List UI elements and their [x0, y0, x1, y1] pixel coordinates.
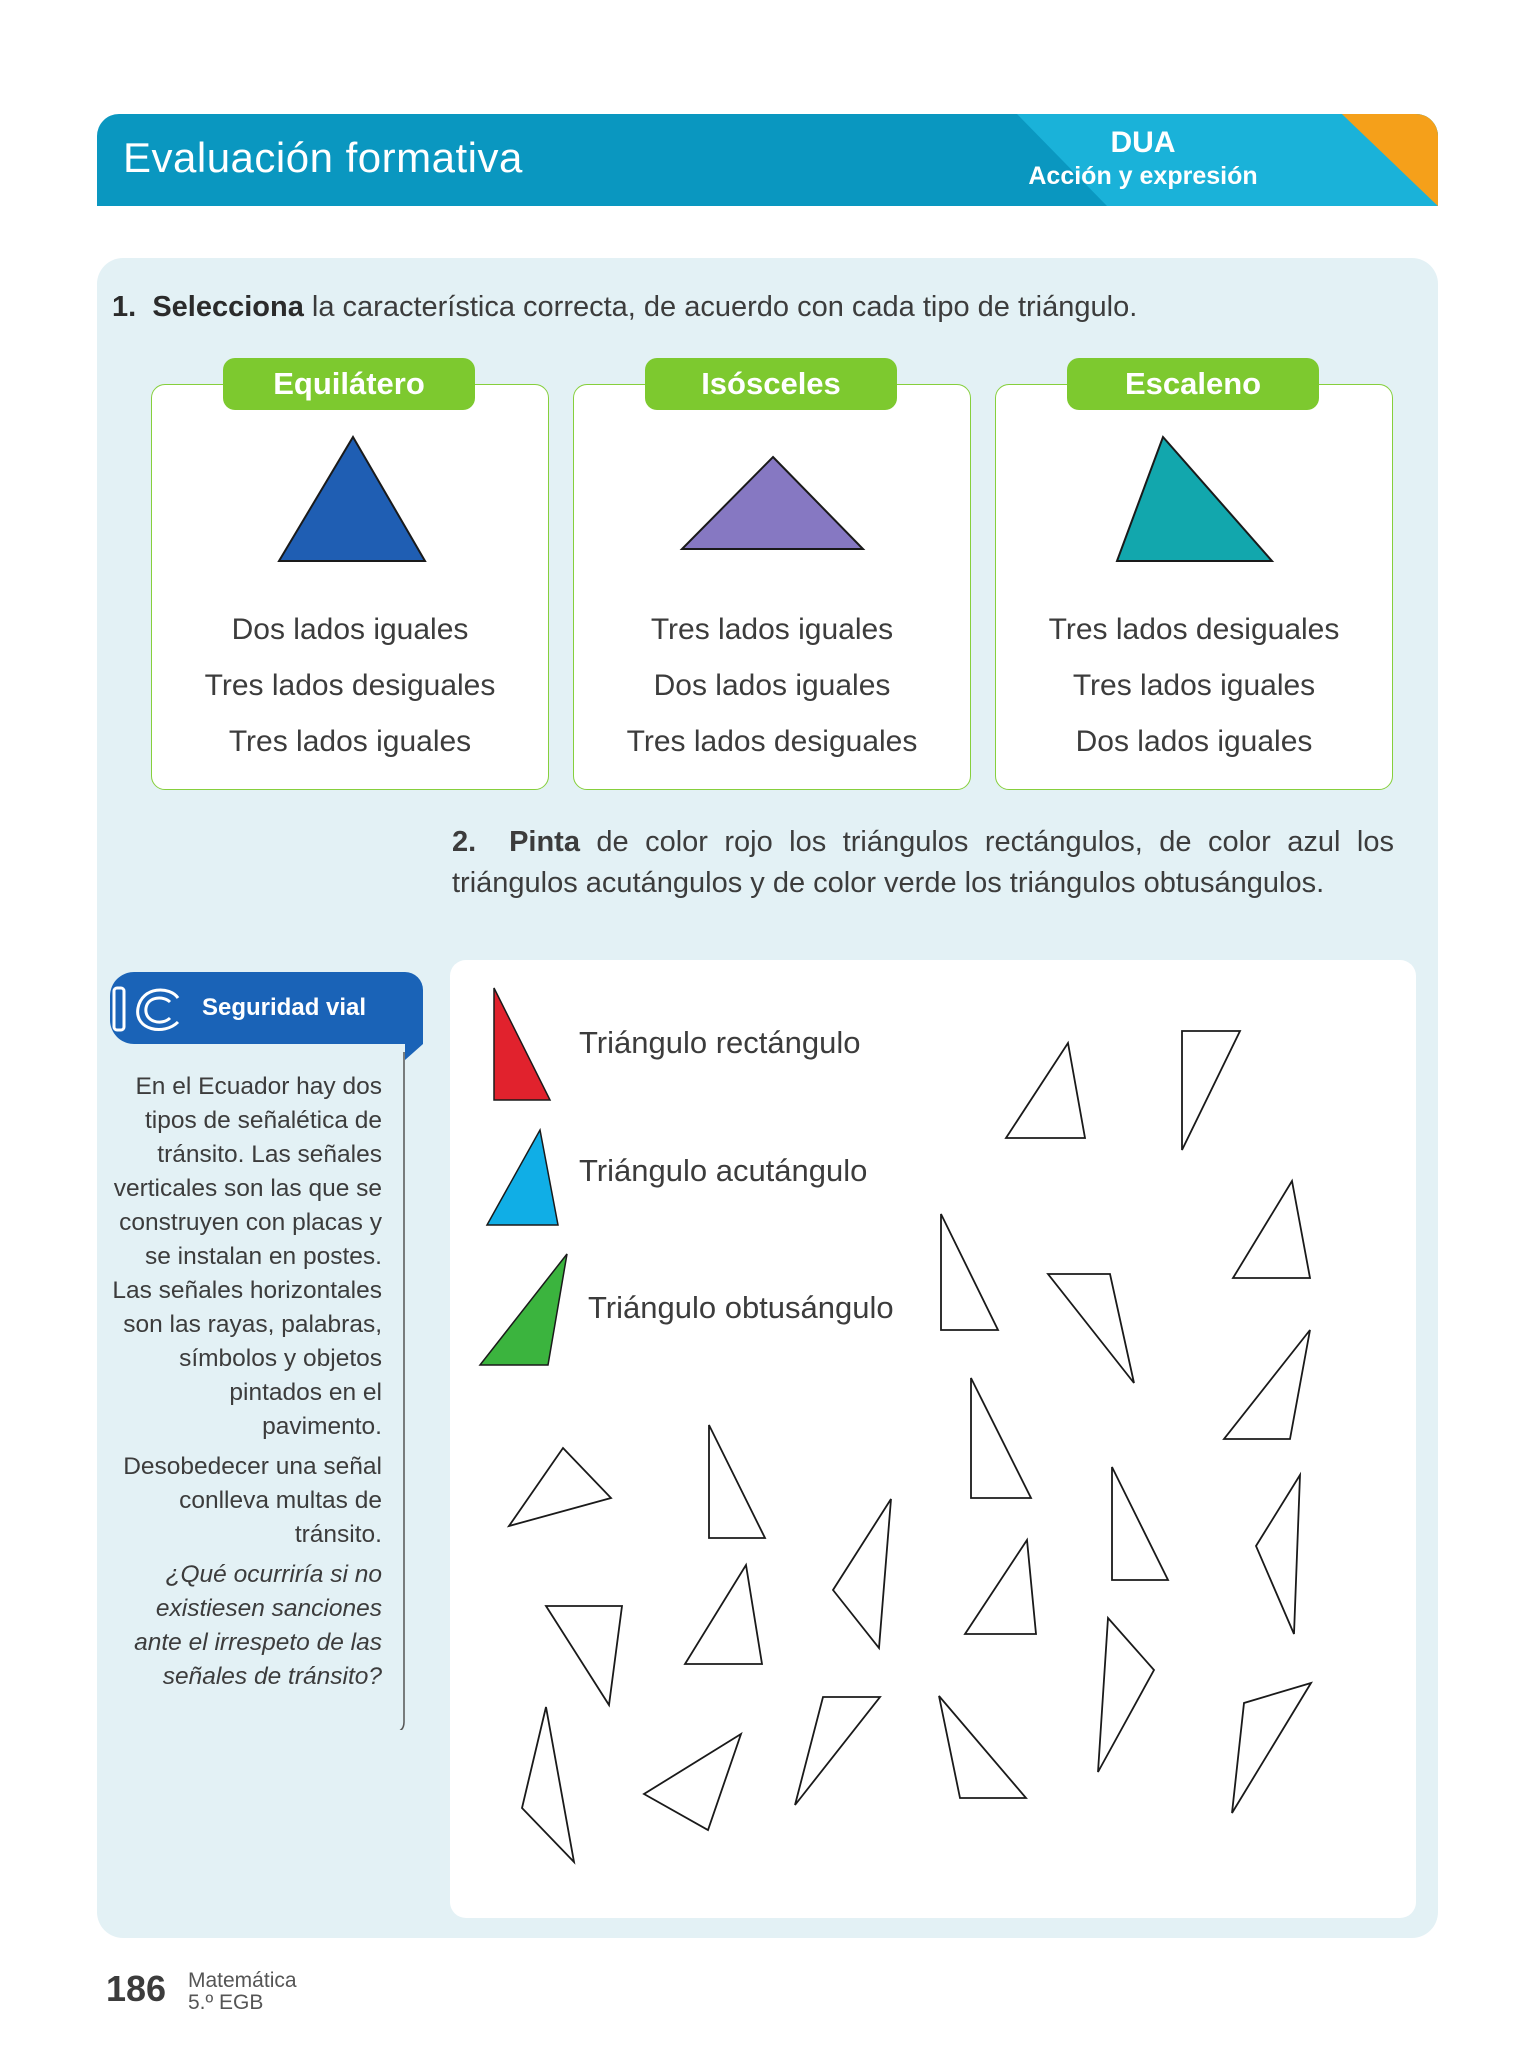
- outline-triangle: [941, 1214, 998, 1330]
- outline-triangle: [939, 1696, 1026, 1798]
- outline-triangle: [833, 1499, 891, 1648]
- outline-triangle: [1048, 1274, 1134, 1383]
- legend-right-triangle-icon: [494, 988, 550, 1100]
- outline-triangle: [1256, 1475, 1300, 1634]
- seguridad-vial-body: [104, 1070, 382, 1700]
- tag-escaleno: Escaleno: [1067, 358, 1319, 410]
- option-isosceles-3[interactable]: Tres lados desiguales: [626, 725, 918, 758]
- dua-subtitle: Acción y expresión: [1028, 162, 1258, 190]
- outline-triangle: [644, 1734, 741, 1830]
- question-2-text: de color rojo los triángulos rectángulos, de color azul los triángulos acutángulos y de color verde los triángulos obtusángulos.: [452, 826, 1394, 899]
- legend-label-obtusangulo: Triángulo obtusángulo: [588, 1290, 894, 1325]
- seguridad-vial-paragraph-1: En el Ecuador hay dos tipos de señalética de tránsito. Las señales verticales son las que se construyen con placas y se instalan en postes. Las señales horizontales son las rayas, palabras, símbolos y objetos pintados en el pavimento.: [112, 1073, 382, 1440]
- dua-title: DUA: [1110, 126, 1176, 159]
- option-equilatero-3[interactable]: Tres lados iguales: [228, 725, 472, 758]
- outline-triangle: [1006, 1043, 1085, 1138]
- question-2-number: 2.: [452, 826, 477, 858]
- outline-triangle: [1098, 1618, 1154, 1772]
- legend-acute-triangle-icon: [487, 1130, 558, 1225]
- outline-triangle: [522, 1707, 574, 1862]
- tag-isosceles: Isósceles: [645, 358, 897, 410]
- tag-equilatero: Equilátero: [223, 358, 475, 410]
- question-2-verb: Pinta: [509, 826, 580, 858]
- question-1-number: 1.: [112, 291, 137, 323]
- option-equilatero-2[interactable]: Tres lados desiguales: [204, 669, 496, 702]
- legend-obtuse-triangle-icon: [480, 1254, 567, 1365]
- question-1-verb: Selecciona: [152, 291, 304, 323]
- legend-label-acutangulo: Triángulo acutángulo: [579, 1153, 868, 1188]
- outline-triangle: [795, 1697, 880, 1805]
- option-equilatero-1[interactable]: Dos lados iguales: [231, 613, 469, 646]
- option-isosceles-2[interactable]: Dos lados iguales: [653, 669, 891, 702]
- seguridad-vial-question: ¿Qué ocurriría si no existiesen sanciones ante el irrespeto de las señales de tránsito?: [134, 1561, 382, 1690]
- outline-triangle: [1112, 1467, 1168, 1580]
- seguridad-vial-title: Seguridad vial: [202, 994, 367, 1021]
- page-number: 186: [106, 1968, 167, 2009]
- option-escaleno-3[interactable]: Dos lados iguales: [1075, 725, 1313, 758]
- outline-triangle: [1233, 1181, 1310, 1278]
- option-escaleno-2[interactable]: Tres lados iguales: [1072, 669, 1316, 702]
- footer-grade: 5.º EGB: [188, 1991, 264, 2014]
- outline-triangle: [1182, 1031, 1240, 1150]
- footer-subject-name: Matemática: [188, 1969, 297, 1992]
- outline-triangle: [971, 1378, 1031, 1498]
- footer-subject: [188, 1970, 297, 2014]
- outline-triangle: [965, 1540, 1036, 1634]
- outline-triangle: [685, 1565, 762, 1664]
- outline-triangle: [546, 1606, 622, 1705]
- outline-triangle: [709, 1425, 765, 1538]
- seguridad-vial-paragraph-2: Desobedecer una señal conlleva multas de tránsito.: [123, 1453, 382, 1548]
- outline-triangle: [1224, 1330, 1310, 1439]
- ic-badge-icon: [114, 988, 178, 1030]
- option-escaleno-1[interactable]: Tres lados desiguales: [1048, 613, 1340, 646]
- page-title: Evaluación formativa: [123, 134, 523, 181]
- legend-label-rectangulo: Triángulo rectángulo: [579, 1025, 861, 1060]
- option-isosceles-1[interactable]: Tres lados iguales: [650, 613, 894, 646]
- question-1-text: la característica correcta, de acuerdo con cada tipo de triángulo.: [311, 291, 1138, 323]
- outline-triangle: [509, 1448, 611, 1526]
- outline-triangle: [1232, 1683, 1311, 1813]
